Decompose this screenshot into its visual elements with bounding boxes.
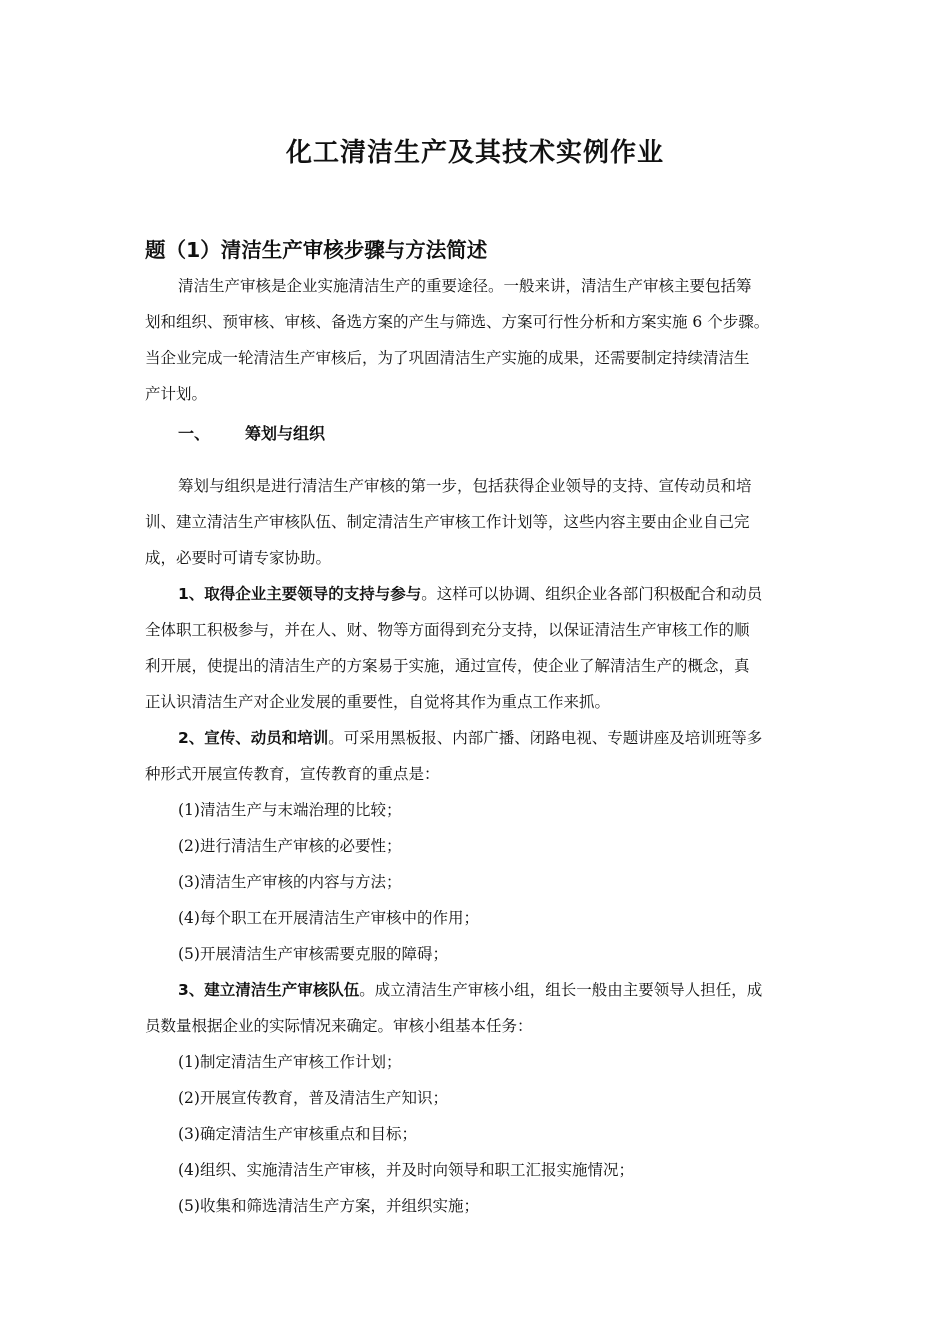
list-item: (1)制定清洁生产审核工作计划； bbox=[178, 1053, 402, 1071]
list-item: (2)开展宣传教育，普及清洁生产知识； bbox=[178, 1089, 448, 1107]
section-number: 一、 bbox=[178, 424, 211, 443]
point-3-title: 3、建立清洁生产审核队伍 bbox=[178, 981, 360, 999]
point-1 bbox=[145, 576, 809, 612]
point-1-text: 。这样可以协调、组织企业各部门积极配合和动员 bbox=[421, 585, 763, 603]
point-1-title: 1、取得企业主要领导的支持与参与 bbox=[178, 585, 422, 603]
section-heading bbox=[178, 421, 325, 444]
intro-line: 产计划。 bbox=[145, 385, 208, 403]
point-3 bbox=[145, 972, 809, 1008]
point-3-line: 员数量根据企业的实际情况来确定。审核小组基本任务： bbox=[145, 1017, 533, 1035]
intro-paragraph bbox=[145, 268, 809, 412]
point-3-text: 。成立清洁生产审核小组，组长一般由主要领导人担任，成 bbox=[359, 981, 763, 999]
list-item: (4)每个职工在开展清洁生产审核中的作用； bbox=[178, 909, 479, 927]
list-item: (5)开展清洁生产审核需要克服的障碍； bbox=[178, 945, 448, 963]
section-label: 筹划与组织 bbox=[245, 424, 326, 443]
list-item: (2)进行清洁生产审核的必要性； bbox=[178, 837, 402, 855]
list-item: (4)组织、实施清洁生产审核，并及时向领导和职工汇报实施情况； bbox=[178, 1161, 634, 1179]
point-1-line: 正认识清洁生产对企业发展的重要性，自觉将其作为重点工作来抓。 bbox=[145, 693, 611, 711]
point-1-line: 全体职工积极参与，并在人、财、物等方面得到充分支持，以保证清洁生产审核工作的顺 bbox=[145, 621, 750, 639]
question-heading: 题（1）清洁生产审核步骤与方法简述 bbox=[145, 238, 488, 262]
point-1-line: 利开展，使提出的清洁生产的方案易于实施，通过宣传，使企业了解清洁生产的概念，真 bbox=[145, 657, 750, 675]
document-title: 化工清洁生产及其技术实例作业 bbox=[285, 138, 664, 168]
list-item: (1)清洁生产与末端治理的比较； bbox=[178, 801, 402, 819]
list-item: (3)确定清洁生产审核重点和目标； bbox=[178, 1125, 417, 1143]
point-2-text: 。可采用黑板报、内部广播、闭路电视、专题讲座及培训班等多 bbox=[328, 729, 763, 747]
point-2-line: 种形式开展宣传教育，宣传教育的重点是： bbox=[145, 765, 440, 783]
s1-line: 训、建立清洁生产审核队伍、制定清洁生产审核工作计划等，这些内容主要由企业自己完 bbox=[145, 513, 750, 531]
point-2 bbox=[145, 720, 809, 756]
list-item: (3)清洁生产审核的内容与方法； bbox=[178, 873, 402, 891]
s1-line: 筹划与组织是进行清洁生产审核的第一步，包括获得企业领导的支持、宣传动员和培 bbox=[178, 477, 752, 495]
intro-line: 当企业完成一轮清洁生产审核后，为了巩固清洁生产实施的成果，还需要制定持续清洁生 bbox=[145, 349, 750, 367]
intro-line: 清洁生产审核是企业实施清洁生产的重要途径。一般来讲，清洁生产审核主要包括筹 bbox=[178, 277, 752, 295]
intro-line: 划和组织、预审核、审核、备选方案的产生与筛选、方案可行性分析和方案实施 6 个步骤。 bbox=[145, 313, 770, 331]
list-item: (5)收集和筛选清洁生产方案，并组织实施； bbox=[178, 1197, 479, 1215]
section1-body bbox=[145, 468, 809, 1224]
point-2-title: 2、宣传、动员和培训 bbox=[178, 729, 329, 747]
s1-line: 成，必要时可请专家协助。 bbox=[145, 549, 332, 567]
